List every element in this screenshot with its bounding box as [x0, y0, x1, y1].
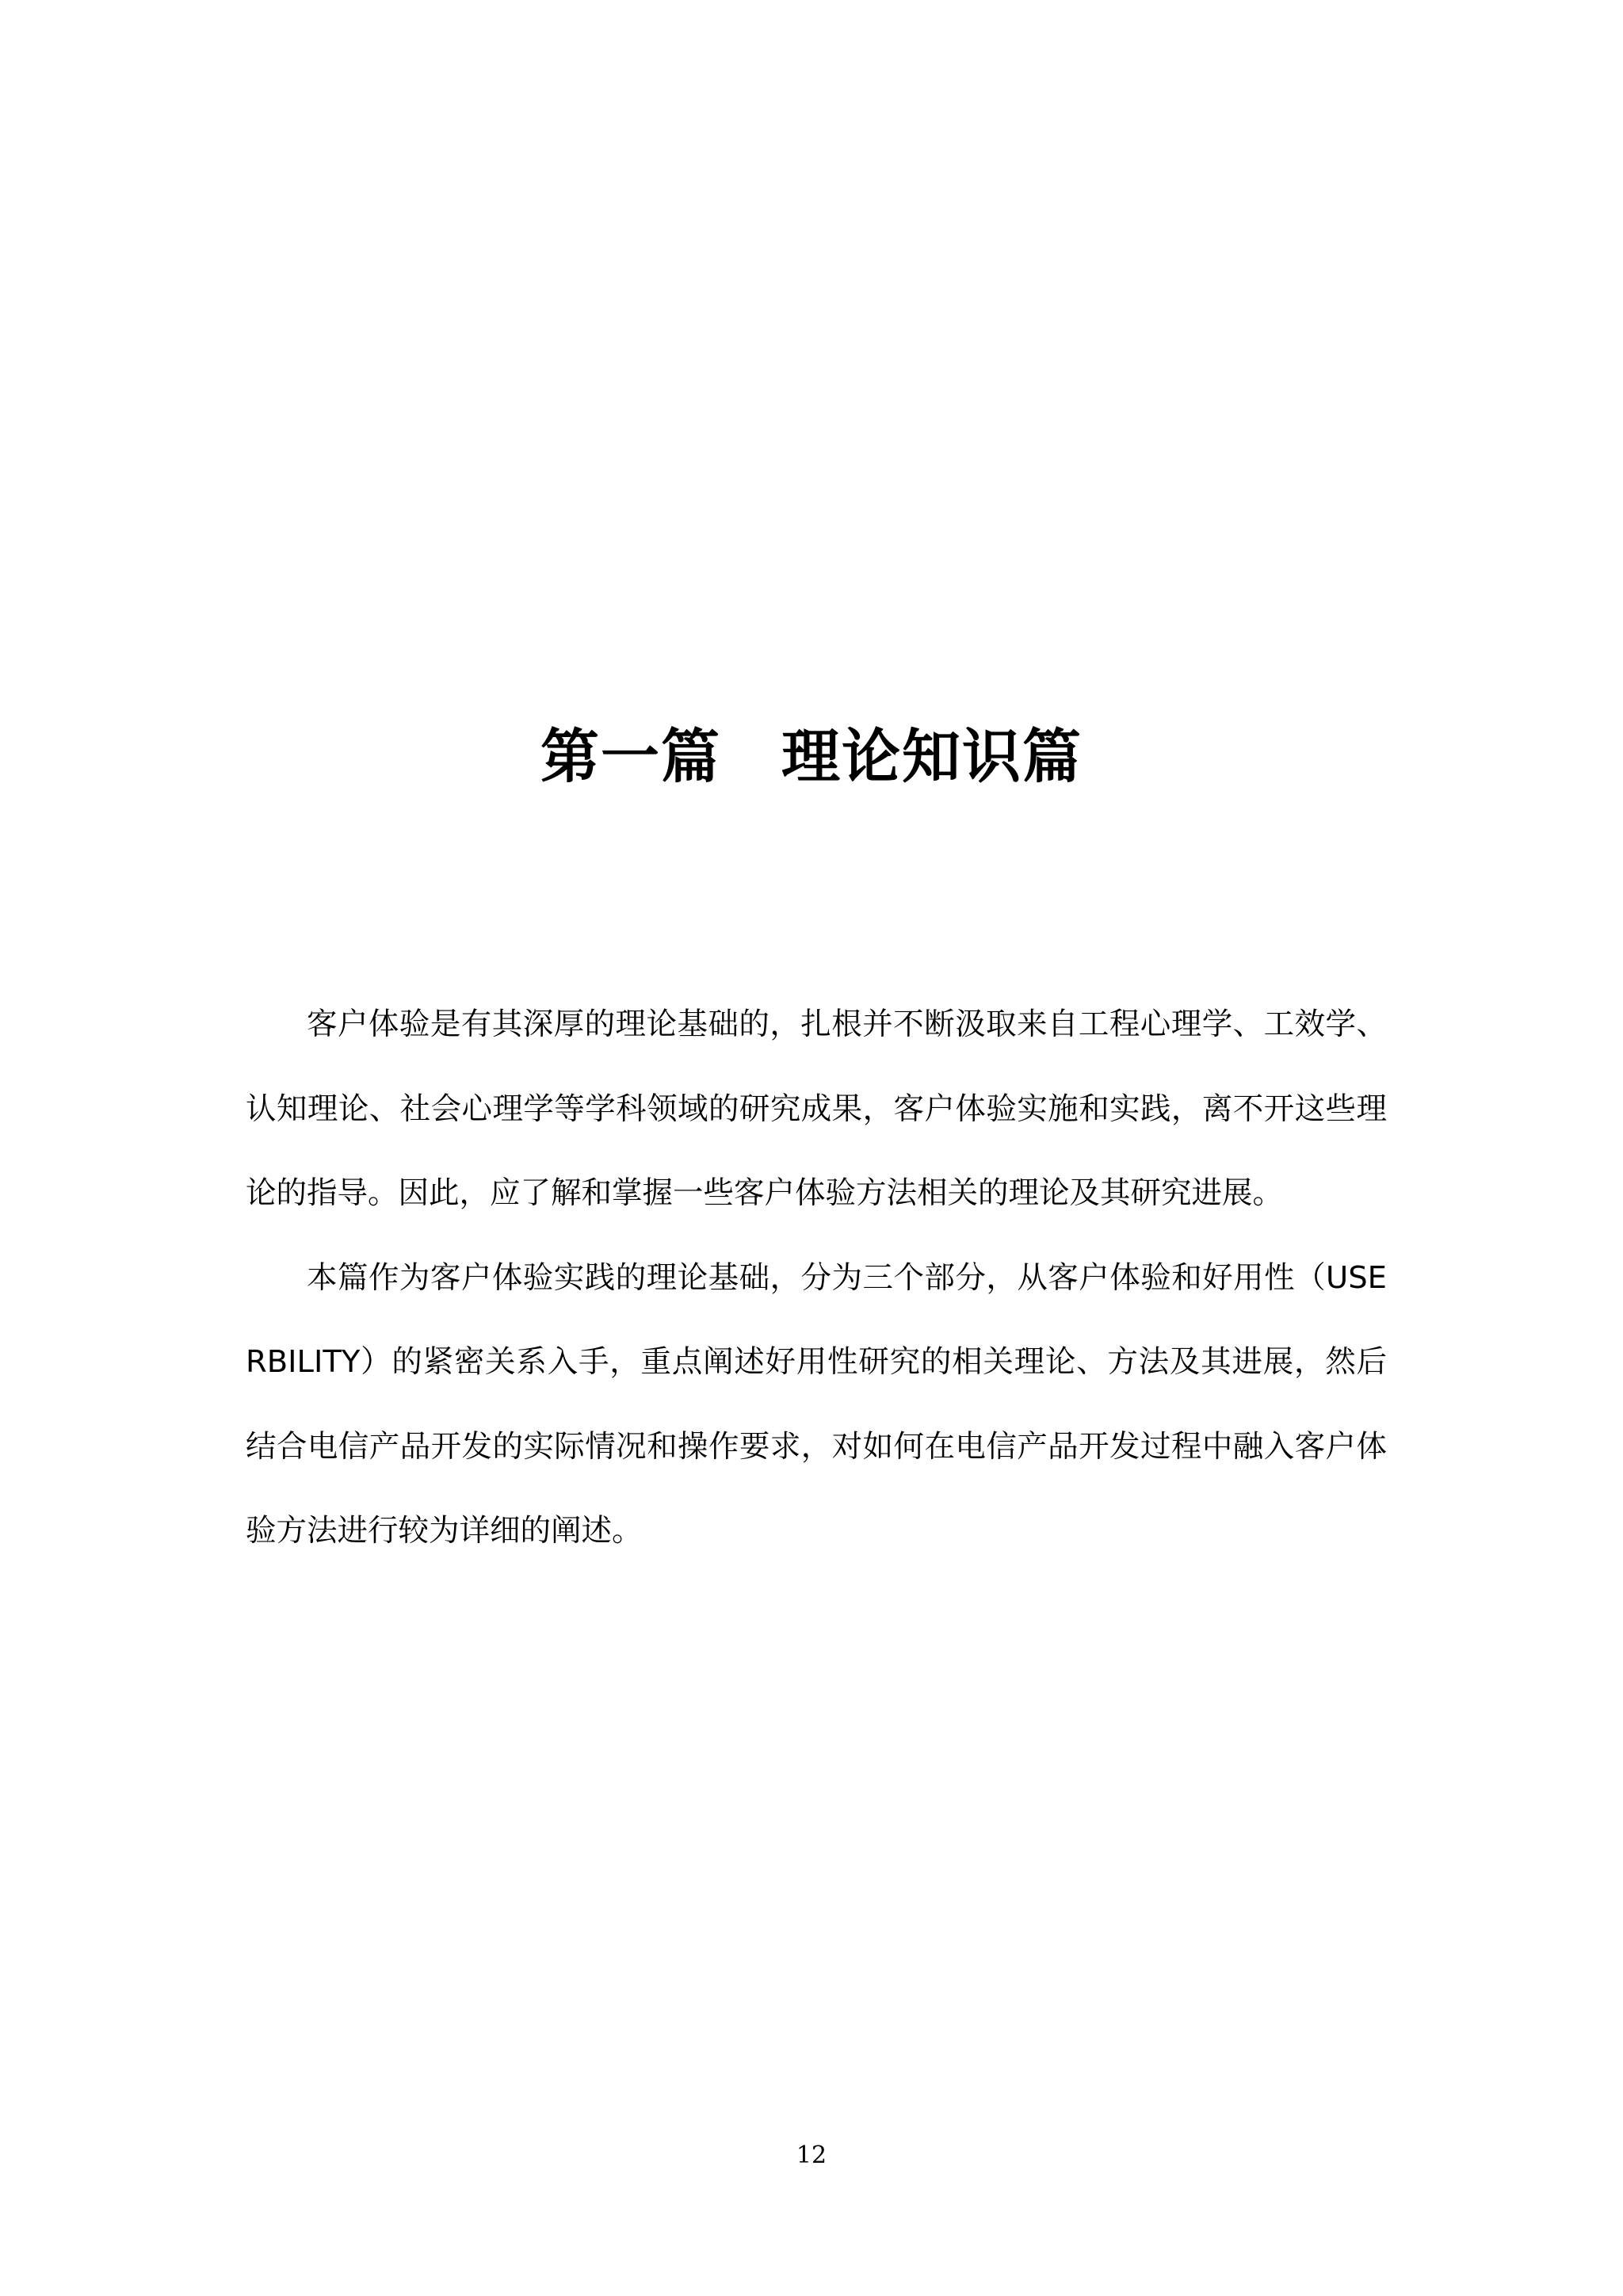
part-title: 第一篇 理论知识篇 [540, 723, 1083, 791]
paragraph-overview: 本篇作为客户体验实践的理论基础，分为三个部分，从客户体验和好用性（USERBILITY）的紧密关系入手，重点阐述好用性研究的相关理论、方法及其进展，然后结合电信产品开发的实际情况和操作要求，对如何在电信产品开发过程中融入客户体验方法进行较为详细的阐述。 [246, 1259, 1387, 1549]
body-text [246, 983, 1387, 1574]
page-number: 12 [796, 2141, 827, 2169]
paragraph-intro: 客户体验是有其深厚的理论基础的，扎根并不断汲取来自工程心理学、工效学、认知理论、社会心理学等学科领域的研究成果，客户体验实施和实践，离不开这些理论的指导。因此，应了解和掌握一些客户体验方法相关的理论及其研究进展。 [246, 1007, 1387, 1211]
